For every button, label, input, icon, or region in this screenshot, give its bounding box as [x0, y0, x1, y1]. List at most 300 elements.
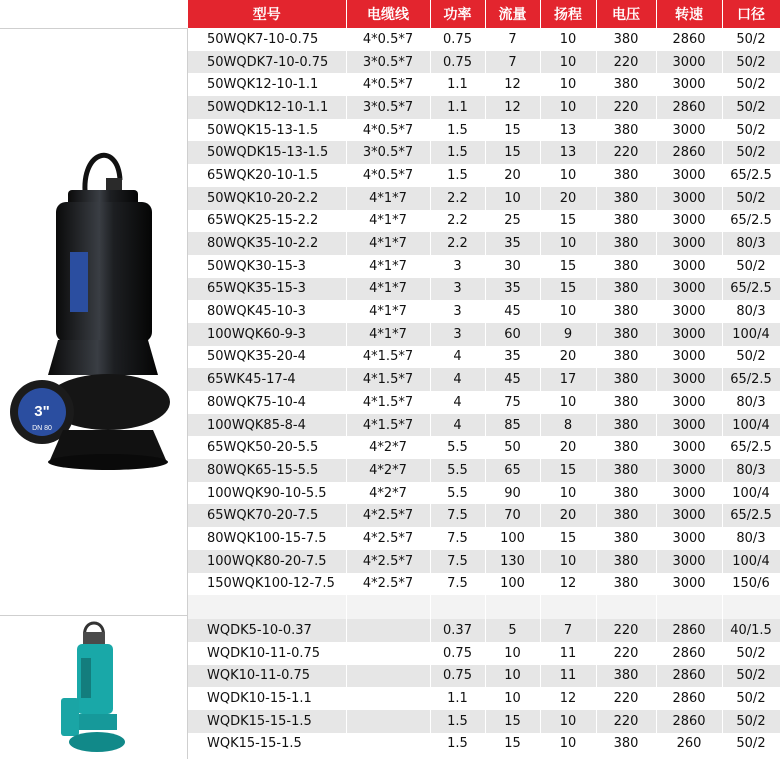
table-row — [188, 619, 780, 642]
pump-spec-table — [188, 0, 780, 755]
table-row — [188, 51, 780, 74]
cell-head: 13 — [540, 119, 596, 142]
cell-voltage: 380 — [596, 346, 656, 369]
cell-power: 5.5 — [430, 436, 485, 459]
cell-head: 20 — [540, 187, 596, 210]
cell-power: 0.37 — [430, 619, 485, 642]
cell-voltage: 380 — [596, 28, 656, 51]
table-row — [188, 210, 780, 233]
cell-head: 11 — [540, 642, 596, 665]
cell-head: 12 — [540, 573, 596, 596]
cell-flow: 10 — [485, 665, 540, 688]
cell-voltage: 380 — [596, 255, 656, 278]
cell-speed: 3000 — [656, 255, 722, 278]
cell-voltage: 380 — [596, 278, 656, 301]
cell-head: 10 — [540, 73, 596, 96]
cell-flow: 70 — [485, 504, 540, 527]
cell-cable: 4*2.5*7 — [346, 573, 430, 596]
table-row — [188, 232, 780, 255]
cell-head: 10 — [540, 300, 596, 323]
cell-head: 11 — [540, 665, 596, 688]
cell-speed: 3000 — [656, 346, 722, 369]
cell-model: 80WQK100-15-7.5 — [188, 527, 346, 550]
cell-model: 50WQK35-20-4 — [188, 346, 346, 369]
cell-flow: 10 — [485, 187, 540, 210]
cell-flow: 50 — [485, 436, 540, 459]
cell-flow: 45 — [485, 368, 540, 391]
cell-model: 50WQK10-20-2.2 — [188, 187, 346, 210]
cell-flow: 25 — [485, 210, 540, 233]
cell-voltage: 380 — [596, 504, 656, 527]
cell-caliber: 150/6 — [722, 573, 780, 596]
table-row — [188, 573, 780, 596]
cell-caliber: 80/3 — [722, 300, 780, 323]
cell-flow: 30 — [485, 255, 540, 278]
cell-cable: 4*0.5*7 — [346, 28, 430, 51]
cell-cable: 4*0.5*7 — [346, 164, 430, 187]
cell-speed: 3000 — [656, 391, 722, 414]
table-row — [188, 187, 780, 210]
cell-voltage: 220 — [596, 96, 656, 119]
header-speed: 转速 — [656, 0, 722, 28]
cell-flow: 10 — [485, 642, 540, 665]
cell-power: 0.75 — [430, 28, 485, 51]
header-power: 功率 — [430, 0, 485, 28]
cell-power: 7.5 — [430, 573, 485, 596]
cell-voltage: 220 — [596, 141, 656, 164]
cell-flow: 15 — [485, 710, 540, 733]
cell-model: 65WK45-17-4 — [188, 368, 346, 391]
cell-flow: 130 — [485, 550, 540, 573]
cell-cable: 4*1*7 — [346, 278, 430, 301]
cell-speed: 3000 — [656, 232, 722, 255]
cell-power: 3 — [430, 300, 485, 323]
cell-speed: 2860 — [656, 710, 722, 733]
cell-cable: 4*0.5*7 — [346, 119, 430, 142]
table-row — [188, 28, 780, 51]
cell-model: WQDK10-15-1.1 — [188, 687, 346, 710]
cell-caliber: 50/2 — [722, 119, 780, 142]
cell-model: 65WQK35-15-3 — [188, 278, 346, 301]
product-image-panel — [0, 0, 188, 759]
cell-cable — [346, 687, 430, 710]
cell-model: 50WQK7-10-0.75 — [188, 28, 346, 51]
cell-speed: 3000 — [656, 323, 722, 346]
black-sewage-pump-image — [8, 140, 180, 490]
table-gap-row — [188, 595, 780, 619]
cell-flow: 35 — [485, 278, 540, 301]
cell-voltage: 220 — [596, 710, 656, 733]
cell-power: 5.5 — [430, 482, 485, 505]
cell-speed: 3000 — [656, 573, 722, 596]
cell-speed: 3000 — [656, 119, 722, 142]
cell-caliber: 50/2 — [722, 687, 780, 710]
table-row — [188, 459, 780, 482]
cell-voltage: 220 — [596, 51, 656, 74]
table-body — [188, 28, 780, 755]
cell-voltage: 380 — [596, 436, 656, 459]
cell-voltage: 220 — [596, 687, 656, 710]
cell-cable: 4*1*7 — [346, 255, 430, 278]
cell-flow: 15 — [485, 119, 540, 142]
table-row — [188, 119, 780, 142]
cell-caliber: 50/2 — [722, 73, 780, 96]
table-row — [188, 665, 780, 688]
cell-model: 65WQK70-20-7.5 — [188, 504, 346, 527]
gap-cell — [485, 595, 540, 619]
cell-caliber: 50/2 — [722, 51, 780, 74]
cell-cable: 4*1.5*7 — [346, 391, 430, 414]
cell-flow: 10 — [485, 687, 540, 710]
cell-voltage: 380 — [596, 482, 656, 505]
cell-cable — [346, 710, 430, 733]
cell-power: 4 — [430, 368, 485, 391]
cell-power: 2.2 — [430, 232, 485, 255]
cell-flow: 90 — [485, 482, 540, 505]
cell-speed: 3000 — [656, 278, 722, 301]
cell-head: 10 — [540, 232, 596, 255]
header-voltage: 电压 — [596, 0, 656, 28]
header-head: 扬程 — [540, 0, 596, 28]
table-row — [188, 391, 780, 414]
table-row — [188, 482, 780, 505]
gap-cell — [430, 595, 485, 619]
cell-head: 20 — [540, 504, 596, 527]
cell-head: 15 — [540, 255, 596, 278]
cell-head: 10 — [540, 733, 596, 756]
cell-voltage: 380 — [596, 573, 656, 596]
cell-cable: 4*2.5*7 — [346, 527, 430, 550]
cell-power: 1.5 — [430, 710, 485, 733]
cell-voltage: 380 — [596, 368, 656, 391]
cell-speed: 3000 — [656, 51, 722, 74]
table-row — [188, 436, 780, 459]
cell-power: 4 — [430, 414, 485, 437]
cell-caliber: 50/2 — [722, 710, 780, 733]
cell-flow: 45 — [485, 300, 540, 323]
header-model: 型号 — [188, 0, 346, 28]
cell-model: 50WQDK15-13-1.5 — [188, 141, 346, 164]
cell-caliber: 50/2 — [722, 141, 780, 164]
cell-caliber: 50/2 — [722, 346, 780, 369]
cell-head: 10 — [540, 550, 596, 573]
cell-cable: 4*1*7 — [346, 300, 430, 323]
table-row — [188, 368, 780, 391]
cell-flow: 15 — [485, 733, 540, 756]
cell-power: 7.5 — [430, 527, 485, 550]
cell-head: 15 — [540, 527, 596, 550]
header-flow: 流量 — [485, 0, 540, 28]
cell-voltage: 380 — [596, 527, 656, 550]
cell-head: 10 — [540, 482, 596, 505]
cell-flow: 100 — [485, 527, 540, 550]
cell-caliber: 100/4 — [722, 323, 780, 346]
cell-speed: 2860 — [656, 642, 722, 665]
table-row — [188, 687, 780, 710]
cell-head: 20 — [540, 346, 596, 369]
table-row — [188, 550, 780, 573]
cell-caliber: 65/2.5 — [722, 164, 780, 187]
cell-caliber: 65/2.5 — [722, 278, 780, 301]
cell-head: 9 — [540, 323, 596, 346]
pump-dn-label: DN 80 — [32, 425, 52, 432]
cell-model: 50WQK30-15-3 — [188, 255, 346, 278]
cell-power: 0.75 — [430, 51, 485, 74]
cell-model: 80WQK65-15-5.5 — [188, 459, 346, 482]
cell-model: 50WQDK7-10-0.75 — [188, 51, 346, 74]
cell-flow: 100 — [485, 573, 540, 596]
cell-speed: 2860 — [656, 141, 722, 164]
cell-caliber: 50/2 — [722, 642, 780, 665]
cell-head: 12 — [540, 687, 596, 710]
cell-power: 3 — [430, 255, 485, 278]
cell-cable: 4*0.5*7 — [346, 73, 430, 96]
cell-caliber: 65/2.5 — [722, 210, 780, 233]
cell-power: 1.5 — [430, 164, 485, 187]
cell-cable — [346, 642, 430, 665]
cell-cable: 3*0.5*7 — [346, 141, 430, 164]
cell-head: 15 — [540, 210, 596, 233]
cell-caliber: 100/4 — [722, 550, 780, 573]
table-row — [188, 710, 780, 733]
table-row — [188, 642, 780, 665]
cell-voltage: 380 — [596, 323, 656, 346]
cell-flow: 35 — [485, 232, 540, 255]
cell-head: 8 — [540, 414, 596, 437]
cell-power: 1.1 — [430, 96, 485, 119]
cell-power: 7.5 — [430, 550, 485, 573]
cell-caliber: 50/2 — [722, 187, 780, 210]
cell-model: 150WQK100-12-7.5 — [188, 573, 346, 596]
cell-speed: 3000 — [656, 187, 722, 210]
cell-power: 2.2 — [430, 210, 485, 233]
teal-sewage-pump-image — [55, 618, 133, 756]
gap-cell — [188, 595, 346, 619]
cell-caliber: 40/1.5 — [722, 619, 780, 642]
cell-voltage: 380 — [596, 164, 656, 187]
cell-cable: 4*2.5*7 — [346, 504, 430, 527]
cell-voltage: 380 — [596, 733, 656, 756]
cell-power: 1.5 — [430, 141, 485, 164]
cell-voltage: 380 — [596, 391, 656, 414]
cell-voltage: 380 — [596, 414, 656, 437]
cell-speed: 2860 — [656, 28, 722, 51]
gap-cell — [722, 595, 780, 619]
cell-cable: 4*1*7 — [346, 187, 430, 210]
cell-voltage: 220 — [596, 642, 656, 665]
cell-voltage: 380 — [596, 73, 656, 96]
cell-flow: 12 — [485, 73, 540, 96]
cell-power: 3 — [430, 278, 485, 301]
cell-speed: 3000 — [656, 527, 722, 550]
cell-cable: 4*1*7 — [346, 210, 430, 233]
cell-model: 50WQDK12-10-1.1 — [188, 96, 346, 119]
cell-speed: 2860 — [656, 619, 722, 642]
cell-model: 65WQK25-15-2.2 — [188, 210, 346, 233]
cell-caliber: 80/3 — [722, 527, 780, 550]
cell-speed: 3000 — [656, 414, 722, 437]
cell-speed: 3000 — [656, 459, 722, 482]
cell-caliber: 100/4 — [722, 482, 780, 505]
cell-cable — [346, 619, 430, 642]
cell-head: 7 — [540, 619, 596, 642]
cell-cable — [346, 665, 430, 688]
cell-cable: 4*1*7 — [346, 232, 430, 255]
cell-speed: 2860 — [656, 687, 722, 710]
cell-flow: 12 — [485, 96, 540, 119]
gap-cell — [540, 595, 596, 619]
cell-head: 10 — [540, 51, 596, 74]
cell-flow: 15 — [485, 141, 540, 164]
cell-caliber: 50/2 — [722, 733, 780, 756]
cell-power: 0.75 — [430, 642, 485, 665]
cell-flow: 7 — [485, 51, 540, 74]
cell-power: 4 — [430, 346, 485, 369]
cell-voltage: 380 — [596, 459, 656, 482]
cell-speed: 2860 — [656, 665, 722, 688]
cell-speed: 3000 — [656, 482, 722, 505]
cell-head: 10 — [540, 710, 596, 733]
cell-cable: 4*1*7 — [346, 323, 430, 346]
cell-cable: 4*2*7 — [346, 436, 430, 459]
cell-flow: 35 — [485, 346, 540, 369]
cell-caliber: 80/3 — [722, 459, 780, 482]
cell-power: 0.75 — [430, 665, 485, 688]
cell-flow: 75 — [485, 391, 540, 414]
cell-caliber: 65/2.5 — [722, 436, 780, 459]
cell-model: WQK15-15-1.5 — [188, 733, 346, 756]
cell-speed: 260 — [656, 733, 722, 756]
cell-caliber: 80/3 — [722, 391, 780, 414]
cell-caliber: 80/3 — [722, 232, 780, 255]
cell-caliber: 65/2.5 — [722, 368, 780, 391]
cell-speed: 3000 — [656, 164, 722, 187]
cell-caliber: 50/2 — [722, 96, 780, 119]
table-row — [188, 527, 780, 550]
cell-cable: 4*1.5*7 — [346, 346, 430, 369]
cell-model: 100WQK85-8-4 — [188, 414, 346, 437]
pump-size-label: 3" — [34, 403, 50, 420]
cell-flow: 5 — [485, 619, 540, 642]
cell-power: 1.5 — [430, 119, 485, 142]
cell-model: WQK10-11-0.75 — [188, 665, 346, 688]
cell-cable: 4*2.5*7 — [346, 550, 430, 573]
cell-caliber: 50/2 — [722, 28, 780, 51]
table-header-row — [188, 0, 780, 28]
table-row — [188, 255, 780, 278]
cell-model: 50WQK12-10-1.1 — [188, 73, 346, 96]
table-row — [188, 733, 780, 756]
cell-cable: 4*2*7 — [346, 459, 430, 482]
cell-power: 2.2 — [430, 187, 485, 210]
cell-cable: 4*2*7 — [346, 482, 430, 505]
cell-model: 80WQK75-10-4 — [188, 391, 346, 414]
cell-flow: 60 — [485, 323, 540, 346]
header-caliber: 口径 — [722, 0, 780, 28]
gap-cell — [596, 595, 656, 619]
cell-head: 10 — [540, 391, 596, 414]
cell-power: 5.5 — [430, 459, 485, 482]
cell-model: 50WQK15-13-1.5 — [188, 119, 346, 142]
cell-head: 10 — [540, 96, 596, 119]
cell-caliber: 100/4 — [722, 414, 780, 437]
cell-cable: 4*1.5*7 — [346, 414, 430, 437]
cell-voltage: 380 — [596, 665, 656, 688]
cell-head: 17 — [540, 368, 596, 391]
cell-head: 10 — [540, 164, 596, 187]
cell-head: 10 — [540, 28, 596, 51]
cell-model: 80WQK35-10-2.2 — [188, 232, 346, 255]
cell-model: WQDK15-15-1.5 — [188, 710, 346, 733]
cell-speed: 3000 — [656, 300, 722, 323]
cell-model: WQDK10-11-0.75 — [188, 642, 346, 665]
cell-speed: 3000 — [656, 73, 722, 96]
cell-head: 15 — [540, 278, 596, 301]
table-row — [188, 73, 780, 96]
cell-model: WQDK5-10-0.37 — [188, 619, 346, 642]
cell-power: 4 — [430, 391, 485, 414]
cell-voltage: 380 — [596, 119, 656, 142]
header-cable: 电缆线 — [346, 0, 430, 28]
cell-power: 3 — [430, 323, 485, 346]
cell-speed: 3000 — [656, 436, 722, 459]
cell-power: 1.5 — [430, 733, 485, 756]
cell-cable — [346, 733, 430, 756]
cell-model: 80WQK45-10-3 — [188, 300, 346, 323]
cell-model: 100WQK80-20-7.5 — [188, 550, 346, 573]
table-row — [188, 164, 780, 187]
cell-speed: 3000 — [656, 368, 722, 391]
table-row — [188, 278, 780, 301]
cell-caliber: 50/2 — [722, 255, 780, 278]
cell-flow: 85 — [485, 414, 540, 437]
cell-model: 65WQK50-20-5.5 — [188, 436, 346, 459]
table-row — [188, 504, 780, 527]
cell-model: 65WQK20-10-1.5 — [188, 164, 346, 187]
cell-voltage: 380 — [596, 232, 656, 255]
gap-cell — [656, 595, 722, 619]
cell-power: 1.1 — [430, 687, 485, 710]
table-row — [188, 346, 780, 369]
cell-speed: 3000 — [656, 550, 722, 573]
cell-voltage: 380 — [596, 300, 656, 323]
cell-flow: 7 — [485, 28, 540, 51]
cell-flow: 20 — [485, 164, 540, 187]
cell-voltage: 380 — [596, 550, 656, 573]
cell-speed: 3000 — [656, 210, 722, 233]
cell-model: 100WQK90-10-5.5 — [188, 482, 346, 505]
table-row — [188, 96, 780, 119]
table-row — [188, 300, 780, 323]
cell-cable: 4*1.5*7 — [346, 368, 430, 391]
cell-voltage: 380 — [596, 187, 656, 210]
cell-voltage: 380 — [596, 210, 656, 233]
cell-head: 15 — [540, 459, 596, 482]
cell-speed: 2860 — [656, 96, 722, 119]
cell-power: 7.5 — [430, 504, 485, 527]
table-row — [188, 414, 780, 437]
cell-voltage: 220 — [596, 619, 656, 642]
cell-power: 1.1 — [430, 73, 485, 96]
table-row — [188, 323, 780, 346]
cell-caliber: 50/2 — [722, 665, 780, 688]
cell-cable: 3*0.5*7 — [346, 96, 430, 119]
gap-cell — [346, 595, 430, 619]
cell-head: 20 — [540, 436, 596, 459]
cell-head: 13 — [540, 141, 596, 164]
cell-model: 100WQK60-9-3 — [188, 323, 346, 346]
cell-flow: 65 — [485, 459, 540, 482]
